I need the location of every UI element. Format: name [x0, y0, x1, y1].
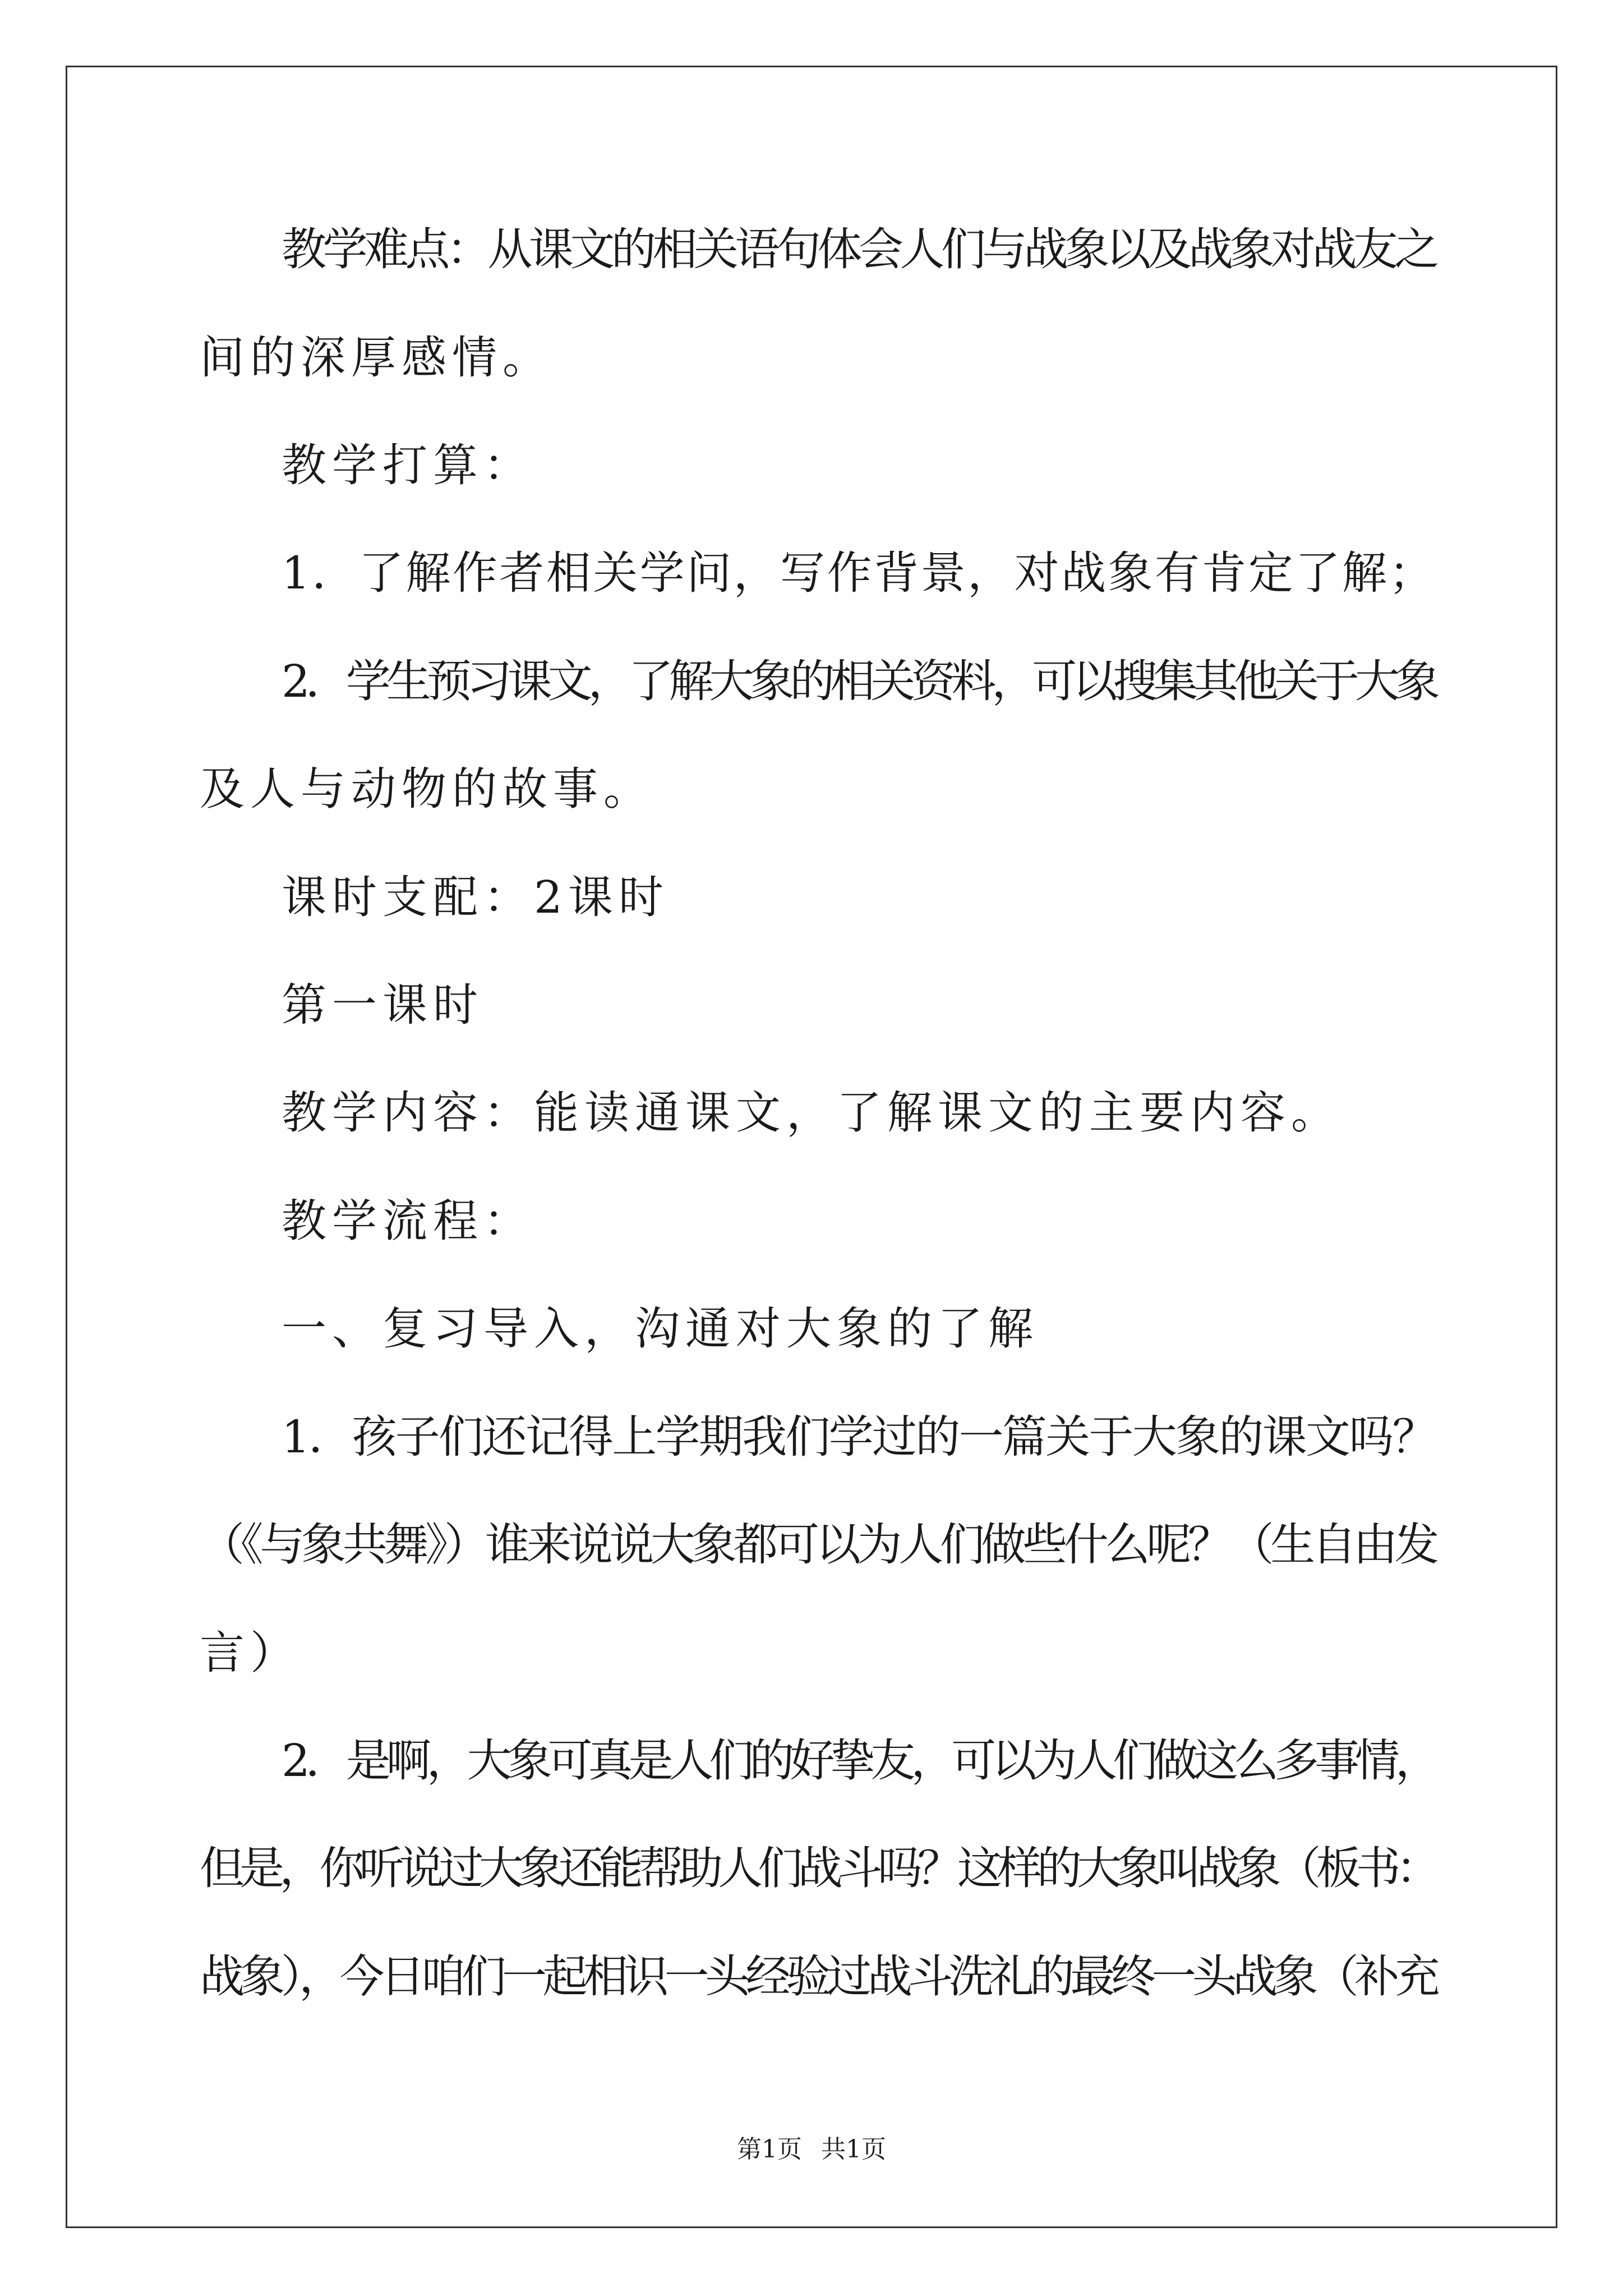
paragraph-line: （《与象共舞》）谁来说说大象都可以为人们做些什么呢？（生自由发 [200, 1519, 1436, 1571]
paragraph-line: 教学流程： [282, 1195, 534, 1247]
page-footer [0, 2137, 1623, 2162]
paragraph-line: 战象），今日咱们一起相识一头经验过战斗洗礼的最终一头战象（补充 [200, 1950, 1436, 2003]
paragraph-line: 及人与动物的故事。 [200, 763, 654, 815]
paragraph-line: 课时支配：2课时 [282, 871, 669, 923]
paragraph-line: 2．是啊，大象可真是人们的好挚友，可以为人们做这么多事情， [282, 1734, 1436, 1787]
page-number: 第1页 [737, 2135, 802, 2164]
paragraph-line: 2．学生预习课文，了解大象的相关资料，可以搜集其他关于大象 [282, 655, 1436, 707]
paragraph-line: 1．了解作者相关学问，写作背景，对战象有肯定了解； [282, 547, 1436, 599]
paragraph-line: 一、复习导入，沟通对大象的了解 [282, 1303, 1039, 1355]
paragraph-line: 教学内容：能读通课文，了解课文的主要内容。 [282, 1087, 1341, 1139]
paragraph-line: 但是，你听说过大象还能帮助人们战斗吗？这样的大象叫战象（板书： [200, 1842, 1436, 1894]
page-total: 共1页 [821, 2135, 886, 2164]
page-border [66, 66, 1557, 2228]
paragraph-line: 教学难点：从课文的相关语句体会人们与战象以及战象对战友之 [282, 223, 1436, 275]
paragraph-line: 言） [200, 1627, 301, 1679]
paragraph-line: 间的深厚感情。 [200, 332, 553, 384]
section-heading: 第一课时 [282, 979, 483, 1031]
paragraph-line: 1．孩子们还记得上学期我们学过的一篇关于大象的课文吗？ [282, 1411, 1436, 1463]
paragraph-line: 教学打算： [282, 439, 534, 491]
